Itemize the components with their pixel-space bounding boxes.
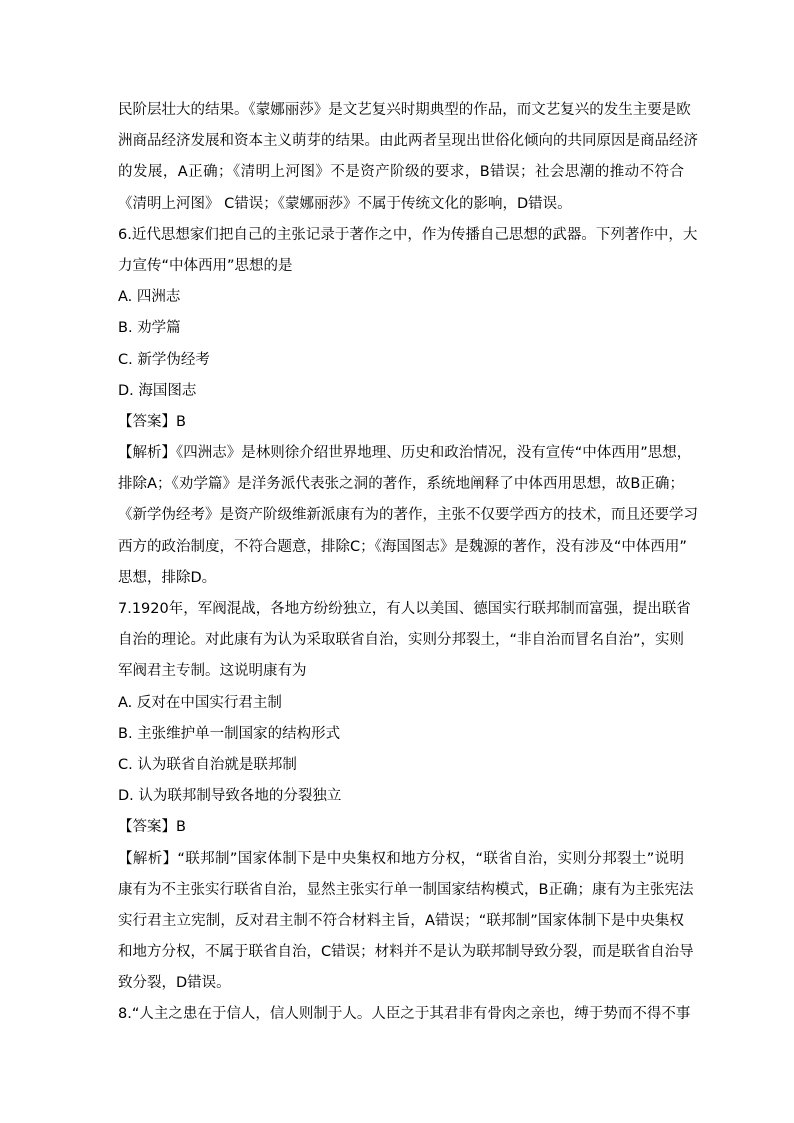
text-line: B. 劝学篇 — [118, 320, 181, 337]
text-line: 军阀君主专制。这说明康有为 — [118, 663, 307, 680]
text-line: A. 四洲志 — [118, 289, 181, 306]
text-line: 洲商品经济发展和资本主义萌芽的结果。由此两者呈现出世俗化倾向的共同原因是商品经济 — [118, 133, 698, 150]
text-line: 民阶层壮大的结果。《蒙娜丽莎》是文艺复兴时期典型的作品，而文艺复兴的发生主要是欧 — [118, 102, 691, 118]
text-line: 的发展，A正确；《清明上河图》不是资产阶级的要求，B错误；社会思潮的推动不符合 — [118, 164, 684, 181]
text-line: 8.“人主之患在于信人，信人则制于人。人臣之于其君非有骨肉之亲也，缚于势而不得不事 — [118, 1006, 691, 1023]
text-line: 致分裂，D错误。 — [118, 975, 231, 992]
text-line: 《清明上河图》 C错误；《蒙娜丽莎》不属于传统文化的影响，D错误。 — [118, 195, 572, 212]
document-page — [118, 95, 698, 1031]
text-line: 【解析】《四洲志》是林则徐介绍世界地理、历史和政治情况，没有宣传“中体西用”思想， — [118, 445, 692, 462]
text-line: 思想，排除D。 — [118, 569, 217, 586]
text-line: 实行君主立宪制，反对君主制不符合材料主旨，A错误；“联邦制”国家体制下是中央集权 — [118, 912, 684, 929]
text-line: 力宣传“中体西用”思想的是 — [118, 257, 293, 274]
text-line: 康有为不主张实行联省自治，显然主张实行单一制国家结构模式，B正确；康有为主张宪法 — [118, 881, 694, 898]
text-line: 7.1920年，军阀混战，各地方纷纷独立，有人以美国、德国实行联邦制而富强，提出联省 — [118, 601, 691, 617]
text-line: B. 主张维护单一制国家的结构形式 — [118, 725, 341, 742]
text-line: C. 认为联省自治就是联邦制 — [118, 756, 297, 773]
text-line: 【答案】B — [118, 413, 186, 430]
text-line: 西方的政治制度，不符合题意，排除C；《海国图志》是魏源的著作，没有涉及“中体西用” — [118, 538, 687, 555]
text-line: D. 认为联邦制导致各地的分裂独立 — [118, 788, 342, 805]
text-line: 【解析】“联邦制”国家体制下是中央集权和地方分权，“联省自治，实则分邦裂土”说明 — [118, 850, 684, 867]
text-line: 【答案】B — [118, 819, 186, 836]
text-line: 排除A；《劝学篇》是洋务派代表张之洞的著作，系统地阐释了中体西用思想，故B正确； — [118, 476, 684, 493]
text-line: 《新学伪经考》是资产阶级维新派康有为的著作，主张不仅要学西方的技术，而且还要学习 — [118, 507, 698, 524]
text-line: C. 新学伪经考 — [118, 351, 210, 368]
text-line: 和地方分权，不属于联省自治，C错误；材料并不是认为联邦制导致分裂，而是联省自治导 — [118, 944, 694, 961]
text-line: D. 海国图志 — [118, 382, 197, 399]
text-line: 6.近代思想家们把自己的主张记录于著作之中，作为传播自己思想的武器。下列著作中，大 — [118, 226, 698, 243]
text-line: 自治的理论。对此康有为认为采取联省自治，实则分邦裂土，“非自治而冒名自治”，实则 — [118, 632, 685, 649]
text-line: A. 反对在中国实行君主制 — [118, 694, 282, 711]
